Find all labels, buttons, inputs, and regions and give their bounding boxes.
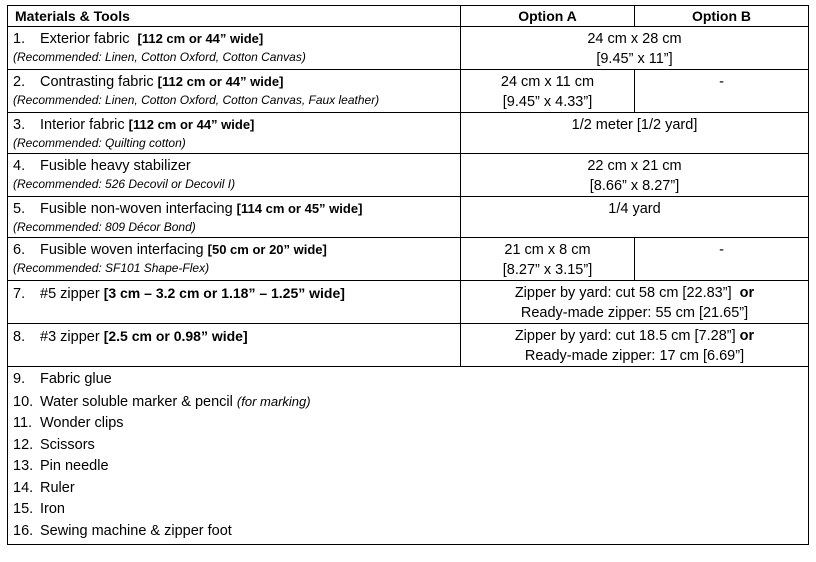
item-number: 7. (13, 286, 26, 302)
table-row (8, 238, 809, 281)
value-line: 1/4 yard (608, 201, 661, 217)
item-spec: [112 cm or 44” wide] (157, 74, 284, 89)
table-row (8, 27, 809, 70)
value-line: Ready-made zipper: 17 cm [6.69”] (524, 348, 745, 364)
value-line: Ready-made zipper: 55 cm [21.65”] (520, 305, 749, 321)
table-row (8, 197, 809, 238)
item-recommendation: (Recommended: Linen, Cotton Oxford, Cotton Canvas) (13, 50, 306, 64)
materials-table (7, 5, 809, 545)
value-line: [8.66” x 8.27”] (589, 178, 680, 194)
material-cell (8, 238, 461, 281)
option-value (461, 197, 809, 238)
header-option-a: Option A (461, 6, 635, 27)
item-name: Fusible heavy stabilizer (40, 158, 191, 174)
option-b-value: - (635, 70, 809, 113)
list-item: 16. Sewing machine & zipper foot (13, 522, 232, 539)
material-cell (8, 154, 461, 197)
value-line: [9.45” x 4.33”] (502, 94, 593, 110)
item-name: Contrasting fabric (40, 74, 154, 90)
table-row (8, 113, 809, 154)
list-item: 9. Fabric glue (13, 371, 112, 387)
value-line: 1/2 meter [1/2 yard] (571, 117, 698, 133)
material-cell (8, 324, 461, 367)
option-a-value (461, 70, 635, 113)
item-spec: [3 cm – 3.2 cm or 1.18” – 1.25” wide] (103, 285, 345, 301)
header-materials: Materials & Tools (8, 6, 461, 27)
value-line: Zipper by yard: cut 18.5 cm [7.28”] (514, 328, 736, 344)
value-line: 24 cm x 11 cm (500, 74, 595, 90)
option-value (461, 113, 809, 154)
item-number: 6. (13, 242, 26, 258)
list-item: 13. Pin needle (13, 458, 109, 474)
value-line: 21 cm x 8 cm (504, 242, 591, 258)
list-item: 10. Water soluble marker & pencil (for marking) (13, 393, 311, 410)
tools-row (8, 367, 809, 545)
list-item: 11. Wonder clips (13, 415, 124, 431)
materials-table-container (7, 5, 809, 545)
list-item: 15. Iron (13, 501, 65, 517)
item-number: 1. (13, 31, 26, 47)
or-label: or (739, 285, 755, 301)
item-name: Fusible non-woven interfacing (40, 201, 233, 217)
item-name: #5 zipper (40, 286, 100, 302)
list-item: 14. Ruler (13, 479, 75, 496)
material-cell (8, 27, 461, 70)
item-recommendation: (Recommended: Linen, Cotton Oxford, Cotton Canvas, Faux leather) (13, 93, 380, 107)
material-cell (8, 70, 461, 113)
value-line: Zipper by yard: cut 58 cm [22.83”] (514, 285, 732, 301)
tool-note: (for marking) (236, 393, 311, 409)
list-item: 12. Scissors (13, 436, 95, 453)
option-value (461, 154, 809, 197)
table-row (8, 154, 809, 197)
option-value (461, 324, 809, 367)
option-value (461, 27, 809, 70)
item-name: Interior fabric (40, 117, 125, 133)
tools-list (8, 367, 809, 545)
material-cell (8, 113, 461, 154)
item-number: 5. (13, 201, 26, 217)
item-recommendation: (Recommended: 526 Decovil or Decovil I) (13, 177, 236, 191)
item-number: 2. (13, 74, 26, 90)
item-name: #3 zipper (40, 329, 100, 345)
item-recommendation: (Recommended: Quilting cotton) (13, 136, 186, 150)
value-line: 24 cm x 28 cm (587, 31, 682, 47)
table-row (8, 70, 809, 113)
option-b-value: - (635, 238, 809, 281)
item-spec: [112 cm or 44” wide] (128, 117, 255, 132)
value-line: 22 cm x 21 cm (587, 158, 682, 174)
table-row (8, 281, 809, 324)
item-name: Fusible woven interfacing (40, 242, 204, 258)
material-cell (8, 197, 461, 238)
item-number: 8. (13, 329, 26, 345)
item-name: Exterior fabric (40, 31, 130, 47)
header-option-b: Option B (635, 6, 809, 27)
item-recommendation: (Recommended: 809 Décor Bond) (13, 220, 196, 234)
item-number: 4. (13, 158, 26, 174)
table-row (8, 324, 809, 367)
value-line: [8.27” x 3.15”] (502, 262, 593, 278)
item-spec: [114 cm or 45” wide] (236, 201, 363, 216)
value-line: [9.45” x 11”] (596, 51, 673, 67)
item-spec: [2.5 cm or 0.98” wide] (103, 328, 248, 344)
item-number: 3. (13, 117, 26, 133)
header-row (8, 6, 809, 27)
item-spec: [50 cm or 20” wide] (207, 242, 327, 257)
option-value (461, 281, 809, 324)
option-a-value (461, 238, 635, 281)
item-spec: [112 cm or 44” wide] (137, 31, 264, 46)
material-cell (8, 281, 461, 324)
or-label: or (739, 328, 755, 344)
item-recommendation: (Recommended: SF101 Shape-Flex) (13, 261, 210, 275)
